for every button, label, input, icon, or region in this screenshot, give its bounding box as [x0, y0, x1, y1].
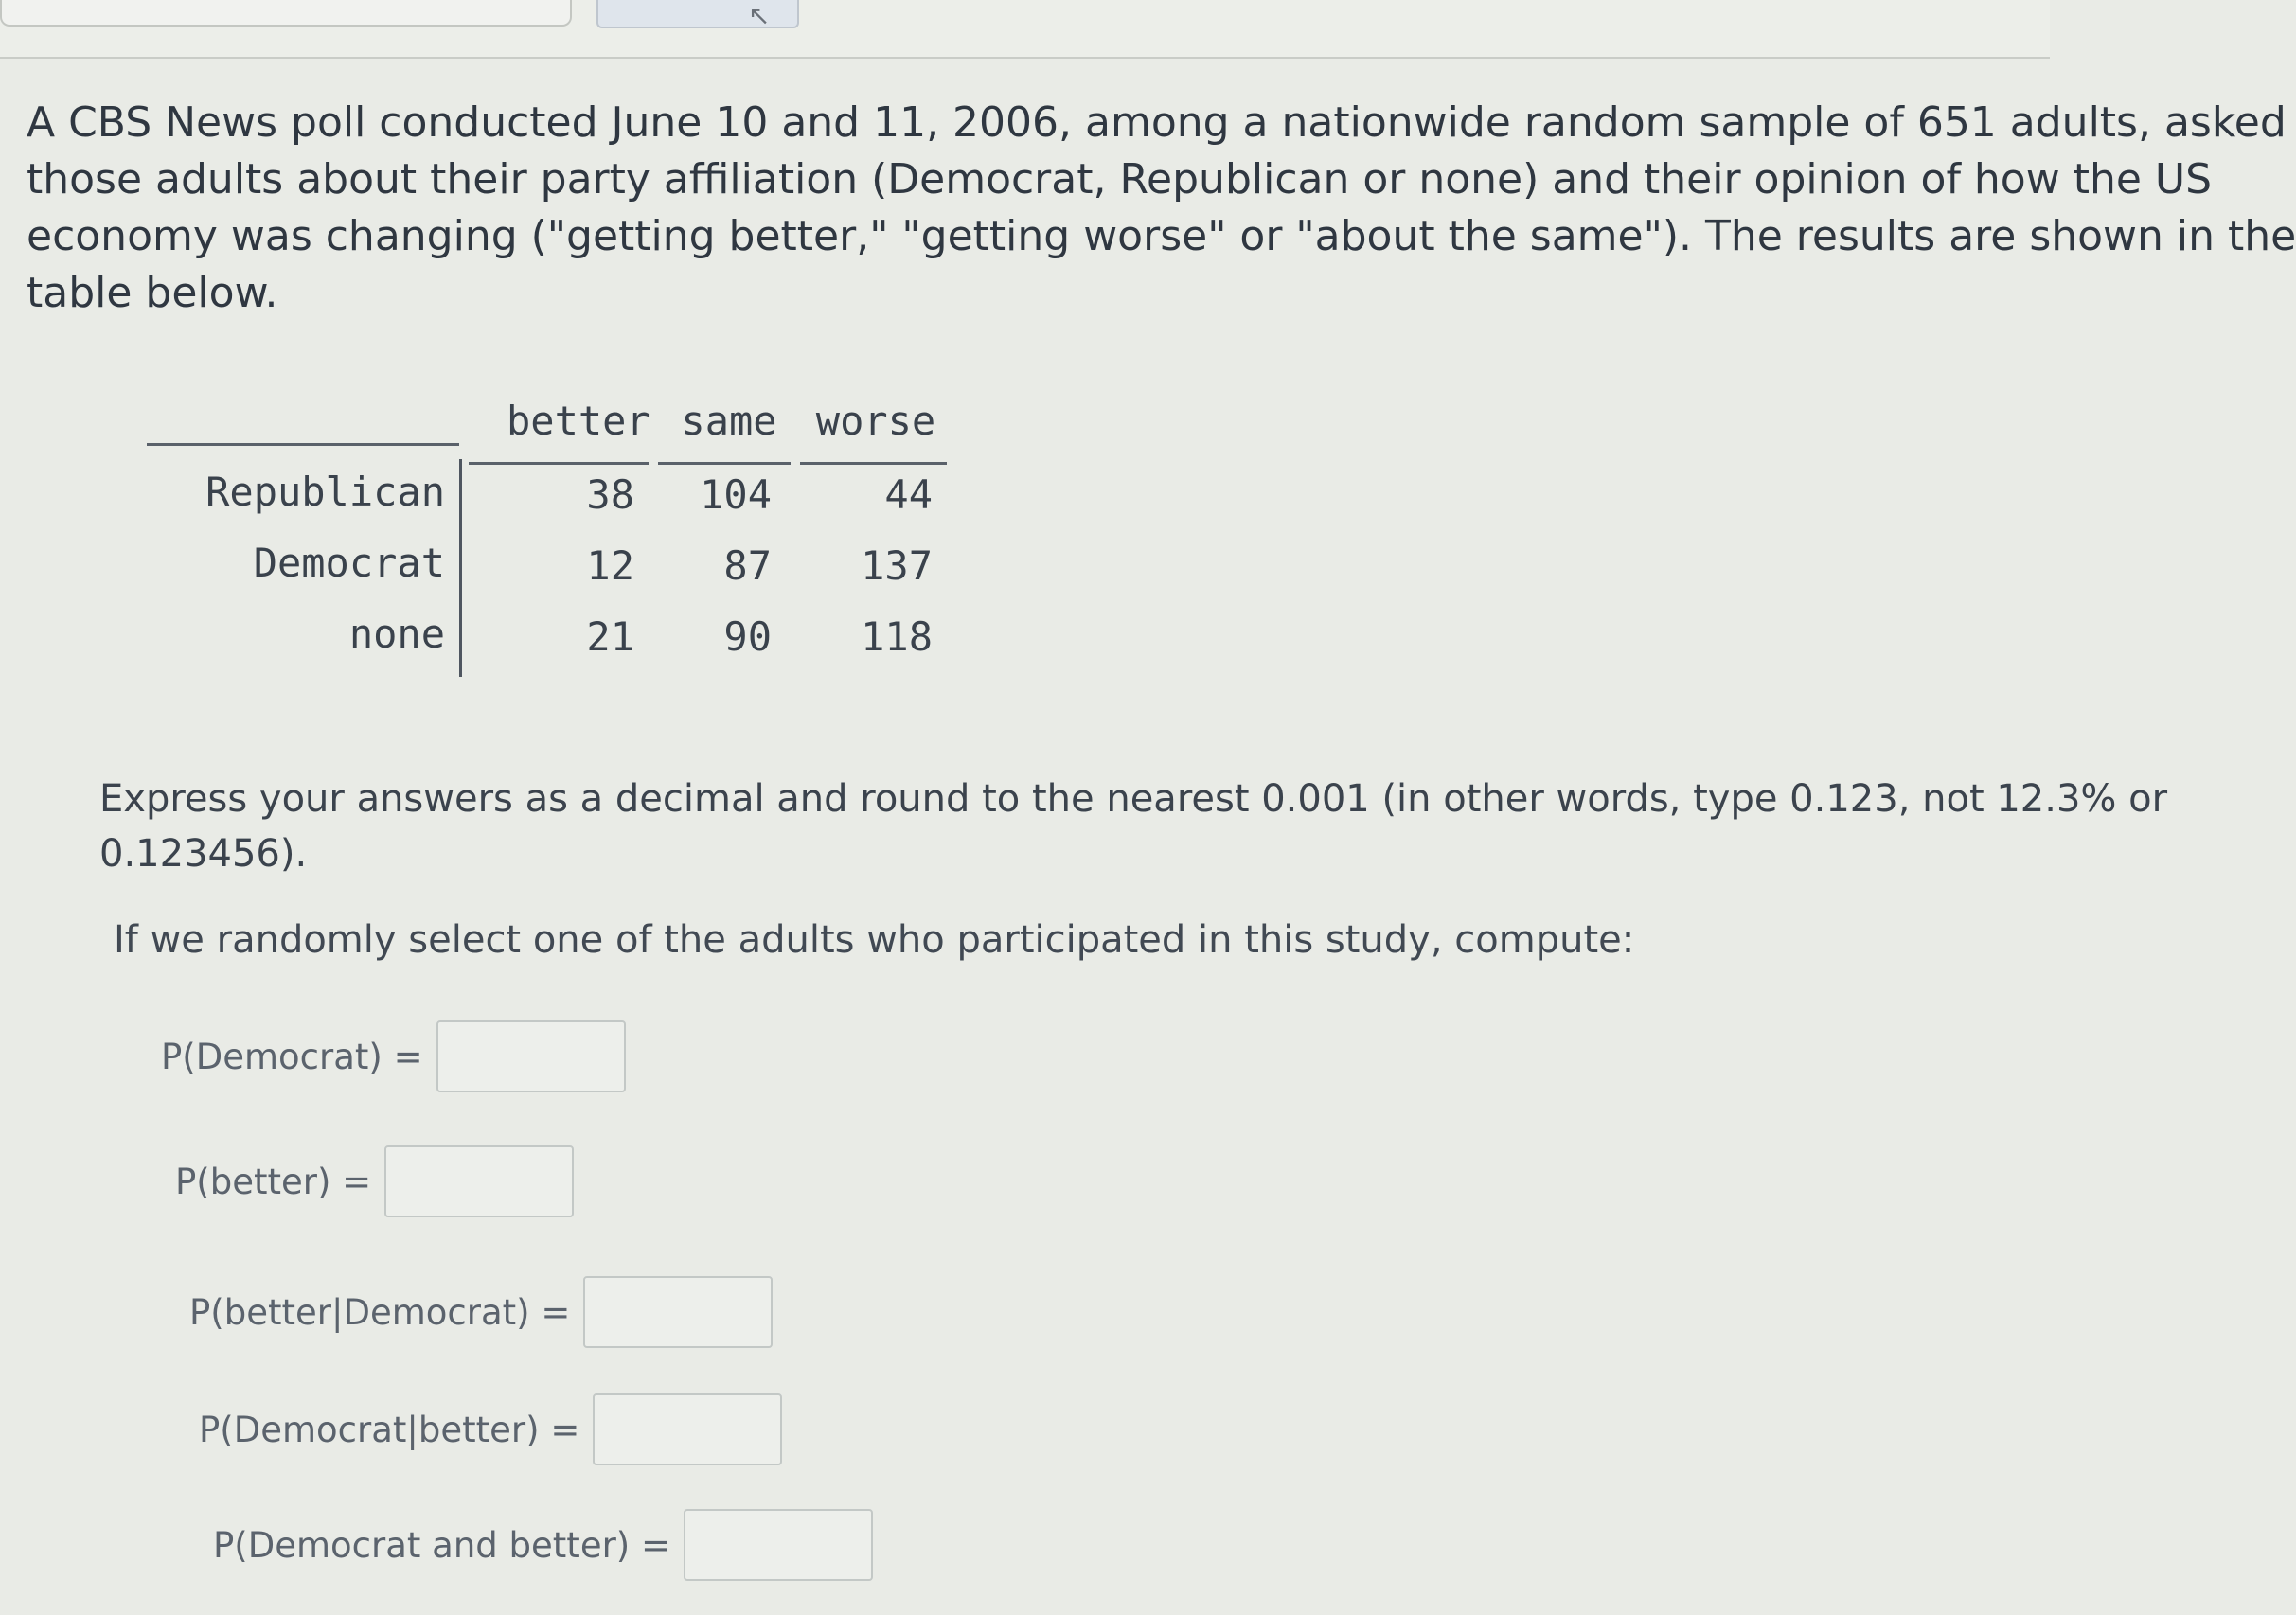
mouse-cursor-icon: ↖	[748, 0, 771, 31]
answer-input-p-democrat[interactable]	[436, 1020, 626, 1092]
table-divider	[800, 462, 947, 465]
answer-input-p-better[interactable]	[384, 1145, 574, 1217]
instruction-line: Express your answers as a decimal and round to the nearest 0.001 (in other words, type 0.123, not 12.3% or	[99, 777, 2168, 821]
table-cell: 90	[723, 613, 772, 660]
answer-input-p-better-given-democrat[interactable]	[583, 1276, 773, 1348]
table-cell: 87	[723, 542, 772, 589]
row-label-republican: Republican	[205, 469, 445, 515]
question-prompt: If we randomly select one of the adults who participated in this study, compute:	[114, 918, 1635, 962]
table-cell: 118	[861, 613, 933, 660]
question-label: P(Democrat and better) =	[213, 1524, 670, 1566]
answer-input-p-democrat-given-better[interactable]	[593, 1393, 782, 1465]
question-p-democrat-given-better	[199, 1393, 782, 1465]
contingency-table	[142, 388, 956, 682]
question-p-better-given-democrat	[189, 1276, 773, 1348]
table-cell: 104	[700, 471, 772, 518]
row-label-none: none	[348, 611, 445, 657]
problem-intro-text	[27, 95, 2296, 322]
question-p-democrat	[161, 1020, 626, 1092]
column-header-same: same	[681, 398, 777, 444]
intro-line: economy was changing ("getting better," "getting worse" or "about the same"). The results are shown in the	[27, 212, 2296, 260]
question-label: P(Democrat) =	[161, 1036, 423, 1077]
table-divider	[469, 462, 649, 465]
top-tab[interactable]	[0, 0, 572, 27]
table-divider	[459, 459, 462, 677]
top-toolbar-strip	[0, 0, 2050, 59]
question-p-democrat-and-better	[213, 1509, 873, 1581]
question-label: P(better|Democrat) =	[189, 1291, 571, 1333]
table-divider	[147, 443, 459, 446]
question-label: P(Democrat|better) =	[199, 1409, 580, 1450]
instructions-text	[99, 772, 2168, 881]
answer-input-p-democrat-and-better[interactable]	[684, 1509, 873, 1581]
table-cell: 21	[586, 613, 634, 660]
question-label: P(better) =	[175, 1161, 372, 1202]
table-cell: 137	[861, 542, 933, 589]
intro-line: A CBS News poll conducted June 10 and 11, 2006, among a nationwide random sample of 651 adults, asked	[27, 98, 2287, 147]
table-cell: 44	[884, 471, 933, 518]
table-cell: 12	[586, 542, 634, 589]
table-cell: 38	[586, 471, 634, 518]
intro-line: table below.	[27, 269, 278, 317]
table-divider	[658, 462, 791, 465]
column-header-worse: worse	[815, 398, 936, 444]
row-label-democrat: Democrat	[253, 540, 445, 586]
question-p-better	[175, 1145, 574, 1217]
column-header-better: better	[507, 398, 650, 444]
intro-line: those adults about their party affiliation (Democrat, Republican or none) and their opinion of how the US	[27, 155, 2213, 204]
instruction-line: 0.123456).	[99, 832, 308, 876]
